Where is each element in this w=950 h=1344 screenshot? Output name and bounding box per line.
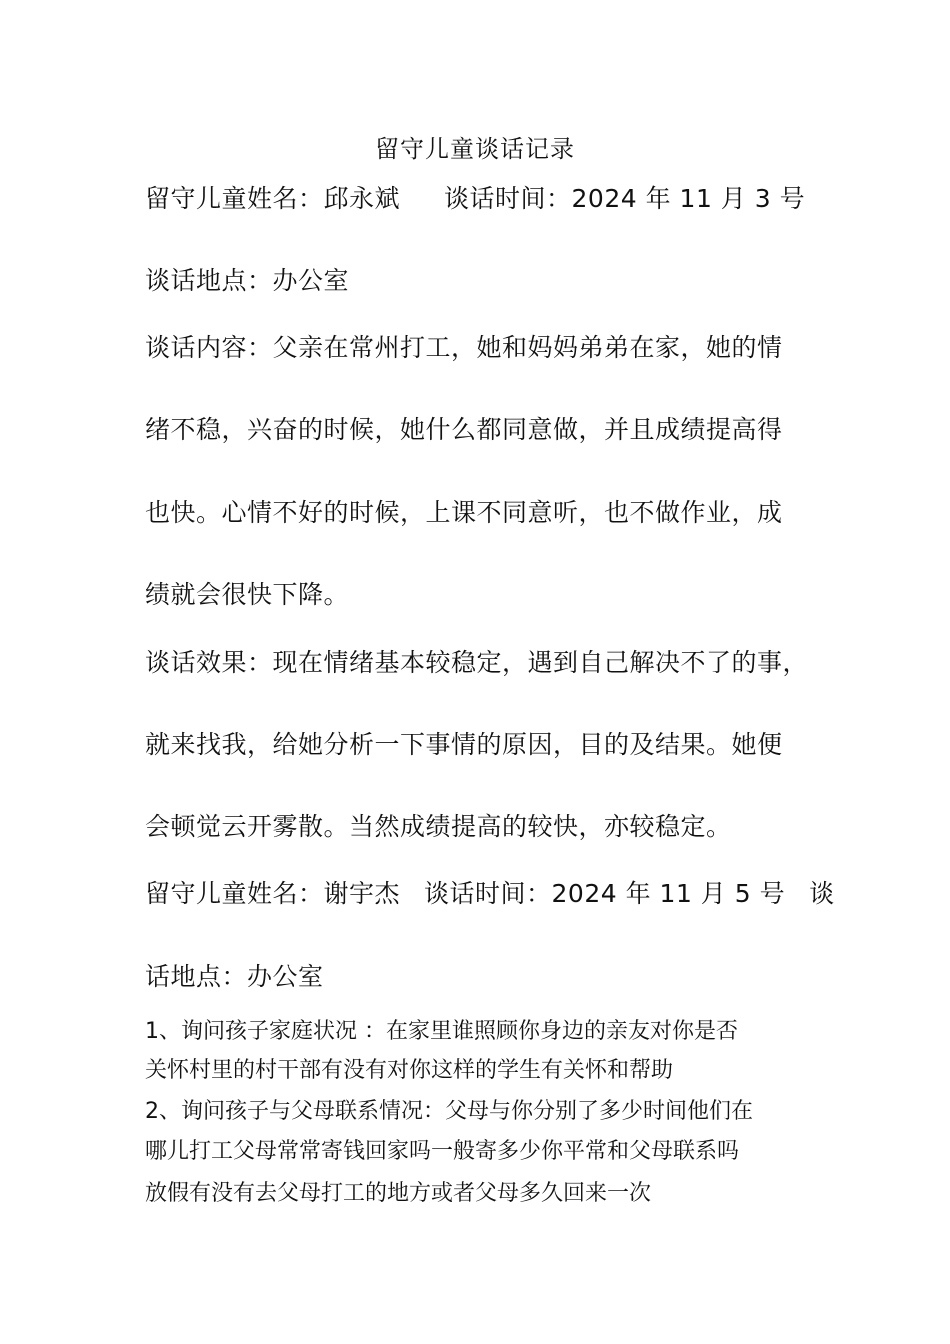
record2-talk-time: 谈话时间：2024 年 11 月 5 号 [424,879,786,908]
question-line: 哪儿打工父母常常寄钱回家吗一般寄多少你平常和父母联系吗 [145,1139,740,1164]
record1-name-line [145,182,805,216]
question-line: 2、询问孩子与父母联系情况：父母与你分别了多少时间他们在 [145,1099,753,1124]
record1-content-line: 绪不稳，兴奋的时候，她什么都同意做，并且成绩提高得 [145,415,783,444]
record1-content-line: 绩就会很快下降。 [145,580,350,609]
record2-name-line [145,877,835,911]
record1-effect-line: 就来找我，给她分析一下事情的原因，目的及结果。她便 [145,730,783,759]
record2-student-name: 留守儿童姓名：谢宇杰 [145,879,401,908]
question-line: 1、询问孩子家庭状况 ：在家里谁照顾你身边的亲友对你是否 [145,1019,738,1044]
record1-effect-line: 会顿觉云开雾散。当然成绩提高的较快，亦较稳定。 [145,812,732,841]
question-line: 关怀村里的村干部有没有对你这样的学生有关怀和帮助 [145,1058,674,1083]
record2-line-tail: 谈 [809,879,835,908]
record1-talk-time: 谈话时间：2024 年 11 月 3 号 [444,184,806,213]
record1-student-name: 留守儿童姓名：邱永斌 [145,184,401,213]
record2-location: 话地点：办公室 [145,962,324,991]
record1-effect-line: 谈话效果：现在情绪基本较稳定，遇到自己解决不了的事， [145,648,809,677]
record1-content-line: 也快。心情不好的时候，上课不同意听，也不做作业，成 [145,498,783,527]
record1-content-line: 谈话内容：父亲在常州打工，她和妈妈弟弟在家，她的情 [145,333,783,362]
record1-location: 谈话地点：办公室 [145,266,350,295]
question-line: 放假有没有去父母打工的地方或者父母多久回来一次 [145,1181,652,1206]
document-title: 留守儿童谈话记录 [375,135,575,163]
